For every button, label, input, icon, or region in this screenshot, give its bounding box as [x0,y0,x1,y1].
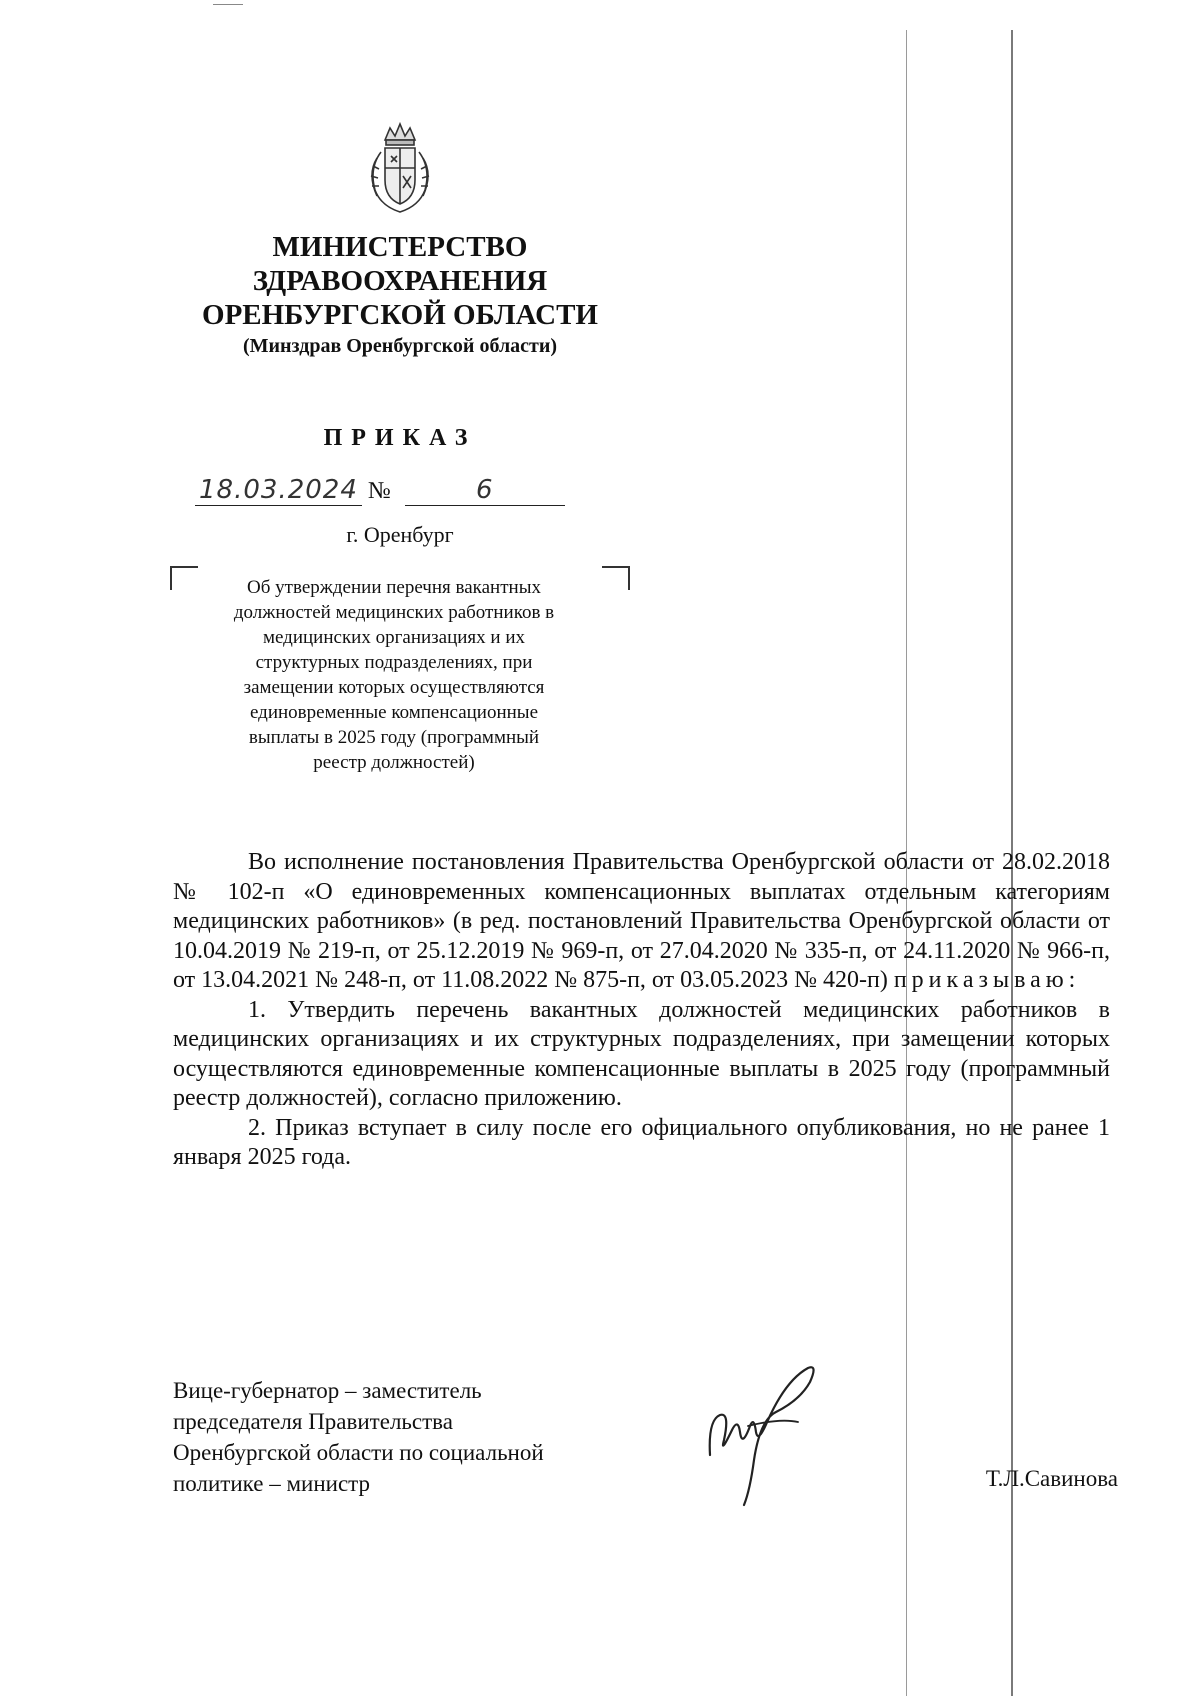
body-paragraph: 2. Приказ вступает в силу после его официального опубликования, но не ранее 1 января 2025 года. [173,1114,1110,1170]
org-short-name: (Минздрав Оренбургской области) [242,335,558,357]
signatory-position [173,1375,544,1499]
subject-line: медицинских организациях и их [262,627,526,648]
number-sign: № [367,478,391,504]
order-body [173,848,1110,1173]
subject-line: выплаты в 2025 году (программный [248,727,540,748]
preamble-text: Во исполнение постановления Правительства Оренбургской области от 28.02.2018 № 102-п «О единовременных компенсационных выплатах отдельным категориям медицинских работников» (в ред. постановлений Правительства Оренбургской области от 10.04.2019 № 219-п, от 25.12.2019 № 969-п, от 27.04.2020 № 335-п, от 24.11.2020 № 966-п, от 13.04.2021 № 248-п, от 11.08.2022 № 875-п, от 03.05.2023 № 420-п) [173,849,1110,993]
position-line: Оренбургской области по социальной [173,1440,544,1465]
document-header [140,118,660,360]
body-paragraph: 1. Утвердить перечень вакантных должностей медицинских работников в медицинских организациях и их структурных подразделениях, при замещении которых осуществляются единовременные компенсационные выплаты в 2025 году (программный реестр должностей), согласно приложению. [173,996,1110,1111]
scan-edge-mark [213,0,243,5]
org-name-line: ОРЕНБУРГСКОЙ ОБЛАСТИ [202,299,598,331]
subject-line: замещении которых осуществляются [243,677,545,698]
subject-line: реестр должностей) [313,752,475,773]
order-title: ПРИКАЗ [323,425,477,451]
handwritten-signature [690,1360,850,1510]
subject-line: должностей медицинских работников в [233,602,555,623]
order-subject [188,575,600,775]
position-line: Вице-губернатор – заместитель [173,1378,482,1403]
subject-line: единовременные компенсационные [250,702,538,723]
subject-line: Об утверждении перечня вакантных [247,577,541,598]
position-line: политике – министр [173,1471,370,1496]
order-city: г. Оренбург [346,522,454,547]
subject-line: структурных подразделениях, при [255,652,533,673]
subject-bracket-right [602,566,630,590]
org-name-line: ЗДРАВООХРАНЕНИЯ [252,265,548,297]
order-number: 6 [405,475,565,506]
order-date: 18.03.2024 [195,475,362,506]
position-line: председателя Правительства [173,1409,453,1434]
order-date-number-line [195,475,565,506]
command-word: приказываю: [893,967,1081,993]
signer-name: Т.Л.Савинова [985,1466,1118,1491]
org-name-line: МИНИСТЕРСТВО [272,231,528,263]
body-paragraph [173,848,1110,996]
coat-of-arms-icon [355,118,445,218]
